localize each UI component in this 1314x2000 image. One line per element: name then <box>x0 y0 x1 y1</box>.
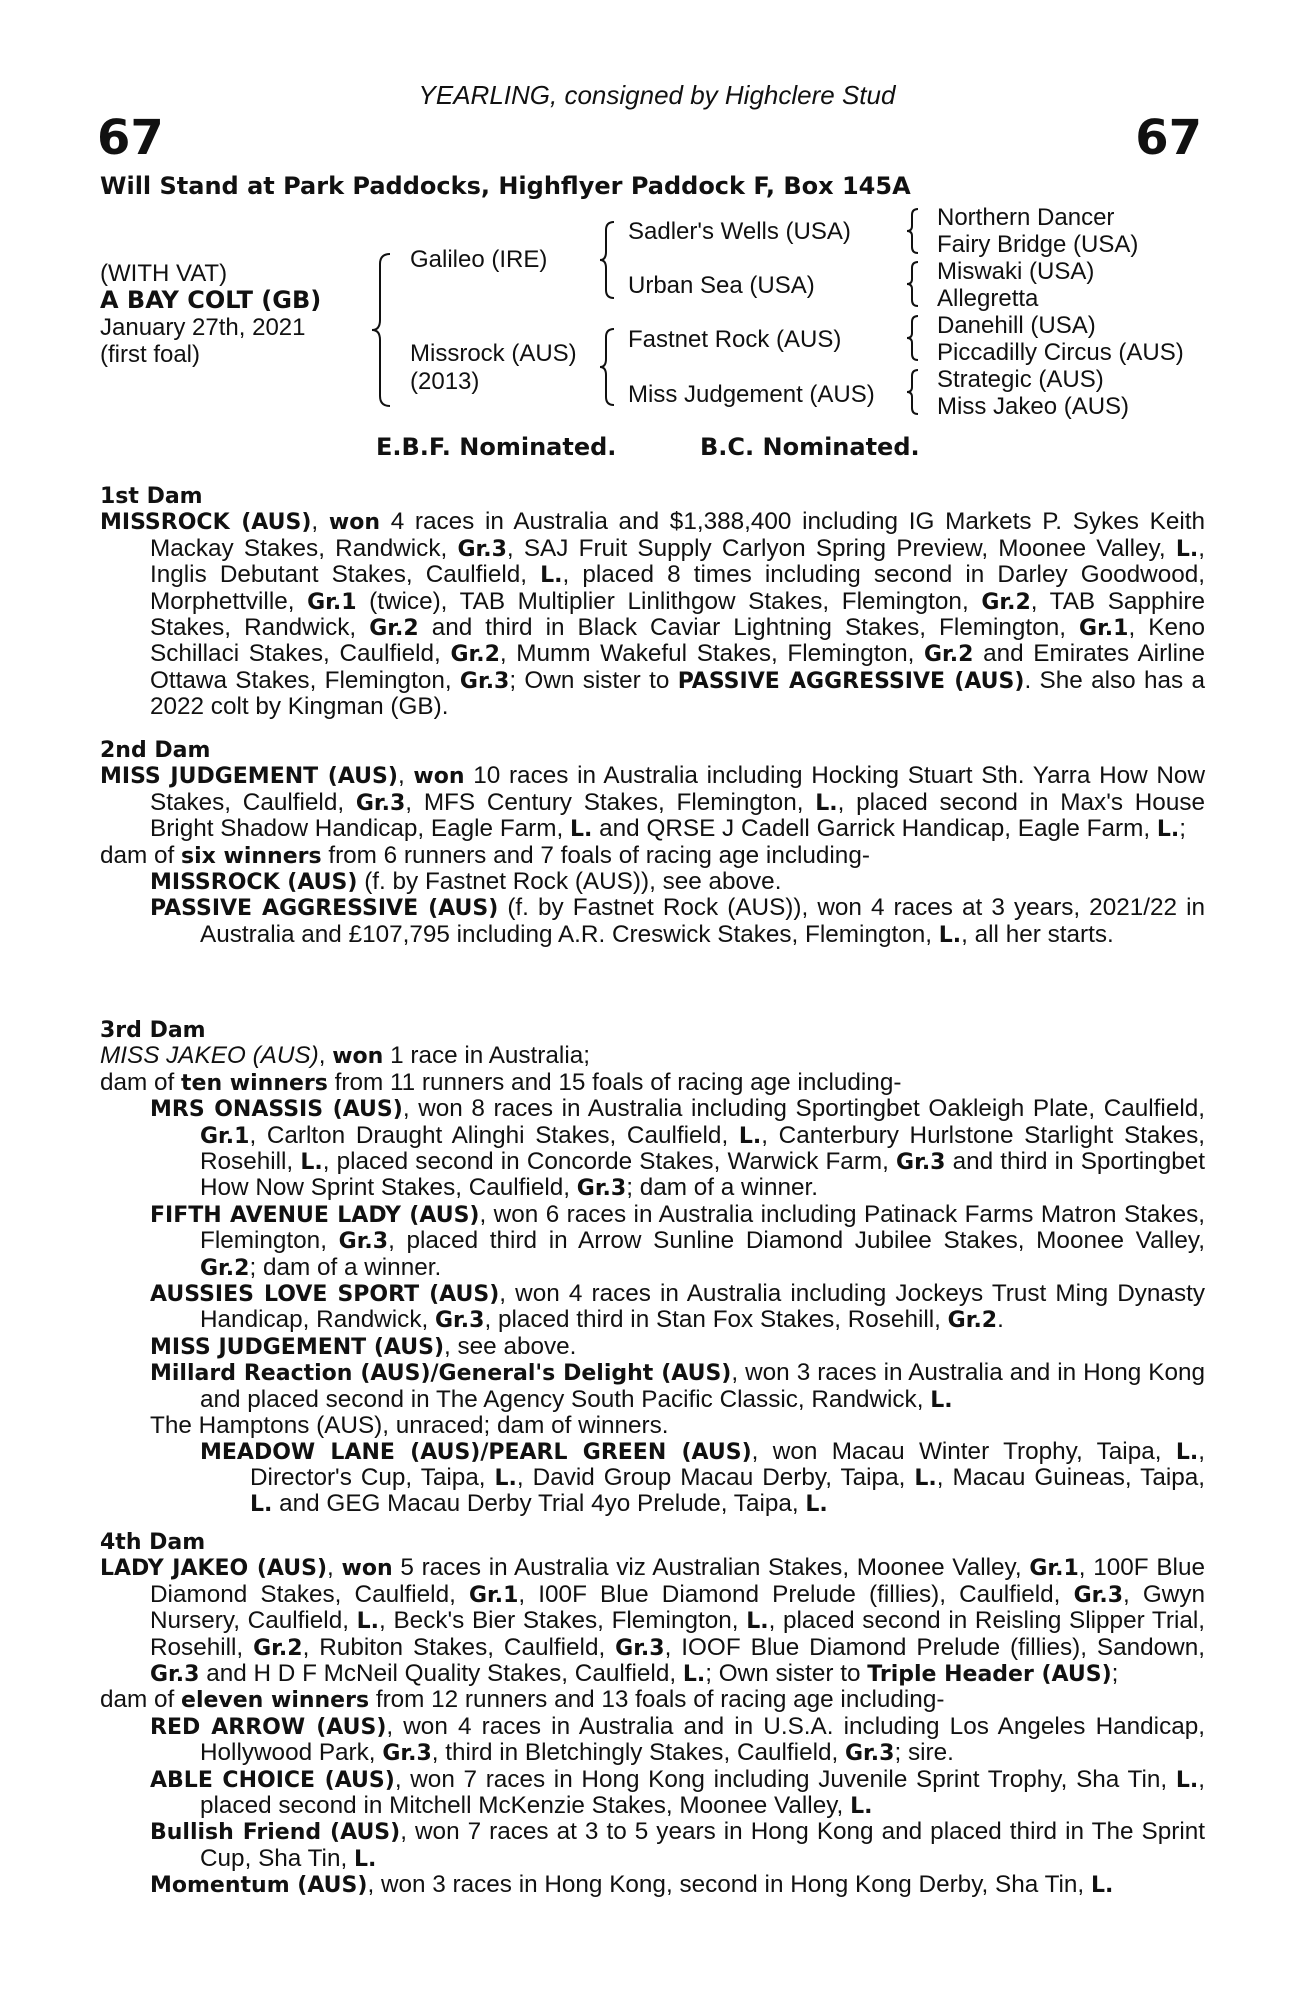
text: , placed second in Reisling Slipper Trial, Rosehill, <box>150 1607 1206 1661</box>
won-label: won <box>341 1556 393 1582</box>
grade: Gr.3 <box>576 1176 627 1202</box>
text: ; <box>1179 815 1187 843</box>
listed: L. <box>850 1794 873 1820</box>
listed: L. <box>682 1662 706 1688</box>
brace-main <box>370 250 394 410</box>
text: , Mumm Wakeful Stakes, Flemington, <box>499 640 924 668</box>
brace-dd <box>905 367 921 417</box>
progeny-entry <box>100 869 1205 895</box>
dam: Missrock (AUS) <box>410 340 577 367</box>
grade: Gr.2 <box>981 589 1031 615</box>
ds-dam: Piccadilly Circus (AUS) <box>937 339 1184 366</box>
winners-count: eleven winners <box>181 1688 370 1714</box>
grade: Gr.1 <box>200 1123 250 1149</box>
text: and third in Black Caviar Lightning Stakes, Flemington, <box>418 614 1080 642</box>
grade: Gr.2 <box>947 1308 998 1334</box>
progeny-name: ABLE CHOICE (AUS) <box>150 1767 395 1793</box>
ss-sire: Northern Dancer <box>937 204 1115 231</box>
sister-name: Triple Header (AUS) <box>867 1662 1112 1688</box>
text: , placed second in Mitchell McKenzie Stakes, Moonee Valley, <box>200 1765 1206 1820</box>
text: , Rubiton Stakes, Caulfield, <box>302 1633 616 1661</box>
listed: L. <box>805 1492 828 1518</box>
dam-sire: Fastnet Rock (AUS) <box>628 326 842 353</box>
listed: L. <box>494 1465 517 1491</box>
text: , Macau Guineas, Taipa, <box>936 1463 1206 1491</box>
grade: Gr.3 <box>435 1308 485 1334</box>
progeny-entry <box>100 1281 1205 1334</box>
progeny-entry <box>100 895 1205 948</box>
sd-dam: Allegretta <box>937 285 1039 312</box>
sire: Galileo (IRE) <box>410 246 548 273</box>
progeny-name: Bullish Friend (AUS) <box>150 1820 401 1846</box>
grade: Gr.3 <box>896 1150 946 1176</box>
listed: L. <box>300 1150 323 1176</box>
text: (twice), TAB Multiplier Linlithgow Stakes, Flemington, <box>356 587 982 615</box>
progeny-entry <box>100 1360 1205 1413</box>
text: ; Own sister to <box>705 1660 868 1688</box>
fourth-dam-paragraph: LADY JAKEO (AUS), won 5 races in Australia viz Australian Stakes, Moonee Valley, Gr.1, 100F Blue Diamond Stakes, Caulfield, Gr.1, I00F Blue Diamond Prelude (fillies), Caulfield, Gr.3, Gwyn Nursery, Caulfield, L., Beck's Bier Stakes, Flemington, L., placed second in Reisling Slipper Trial, Rosehill, Gr.2, Rubiton Stakes, Caulfield, Gr.3, IOOF Blue Diamond Prelude (fillies), Sandown, Gr.3 and H D F McNeil Quality Stakes, Caulfield, L.; Own sister to Triple Header (AUS); <box>100 1554 1206 1688</box>
text: , won 7 races at 3 to 5 years in Hong Kong and placed third in The Sprint Cup, Sha Tin, <box>200 1818 1205 1872</box>
text: , TAB Sapphire Stakes, Randwick, <box>150 587 1205 642</box>
grade: Gr.3 <box>355 790 406 816</box>
text: , placed second in Max's House Bright Shadow Handicap, Eagle Farm, <box>150 788 1205 843</box>
grade: Gr.1 <box>307 589 357 615</box>
text: from 12 runners and 13 foals of racing age including- <box>369 1686 945 1714</box>
listed: L. <box>914 1465 937 1491</box>
listed: L. <box>540 563 563 589</box>
first-dam-paragraph: MISSROCK (AUS), won 4 races in Australia and $1,388,400 including IG Markets P. Sykes Keith Mackay Stakes, Randwick, Gr.3, SAJ Fruit Supply Carlyon Spring Preview, Moonee Valley, L., Inglis Debutant Stakes, Caulfield, L., placed 8 times including second in Darley Goodwood, Morphettville, Gr.1 (twice), TAB Multiplier Linlithgow Stakes, Flemington, Gr.2, TAB Sapphire Stakes, Randwick, Gr.2 and third in Black Caviar Lightning Stakes, Flemington, Gr.1, Keno Schillaci Stakes, Caulfield, Gr.2, Mumm Wakeful Stakes, Flemington, Gr.2 and Emirates Airline Ottawa Stakes, Flemington, Gr.3; Own sister to PASSIVE AGGRESSIVE (AUS). She also has a 2022 colt by Kingman (GB). <box>100 508 1206 721</box>
text: 10 races in Australia including Hocking Stuart Sth. Yarra How Now Stakes, Caulfield, <box>150 762 1205 816</box>
ss-dam: Fairy Bridge (USA) <box>937 231 1139 258</box>
progeny-name: MRS ONASSIS (AUS) <box>150 1097 403 1123</box>
grade: Gr.2 <box>924 642 974 668</box>
progeny-name: MEADOW LANE (AUS)/PEARL GREEN (AUS) <box>200 1439 752 1465</box>
sire-sire: Sadler's Wells (USA) <box>628 218 851 245</box>
progeny-entry <box>100 1334 1205 1360</box>
third-dam-section <box>100 1018 1205 1518</box>
vat-note: (WITH VAT) <box>100 260 228 287</box>
listed: L. <box>1175 1439 1199 1465</box>
text: , third in Bletchingly Stakes, Caulfield, <box>431 1739 845 1767</box>
text: , David Group Macau Derby, Taipa, <box>516 1463 915 1491</box>
first-dam-section <box>100 484 1205 720</box>
listed: L. <box>1175 536 1199 562</box>
second-dam-section <box>100 738 1205 948</box>
grade: Gr.3 <box>382 1741 432 1767</box>
progeny-name: PASSIVE AGGRESSIVE (AUS) <box>150 896 499 922</box>
progeny-name: FIFTH AVENUE LADY (AUS) <box>150 1202 480 1228</box>
text: and Emirates Airline Ottawa Stakes, Flemington, <box>150 640 1205 694</box>
text: , won 3 races in Australia and in Hong Kong and placed second in The Agency South Pacific Classic, Randwick, <box>200 1359 1205 1413</box>
text: , placed 8 times including second in Darley Goodwood, Morphettville, <box>150 561 1206 615</box>
grade: Gr.2 <box>369 616 419 642</box>
won-label: won <box>328 510 380 536</box>
horse-name: A BAY COLT (GB) <box>100 286 322 314</box>
listed: L. <box>738 1123 762 1149</box>
progeny-entry <box>100 1096 1205 1202</box>
first-dam-heading: 1st Dam <box>100 484 203 509</box>
text: , see above. <box>444 1332 577 1360</box>
ebf-nomination: E.B.F. Nominated. <box>376 433 617 461</box>
dam-dam: Miss Judgement (AUS) <box>628 381 875 408</box>
progeny-name: AUSSIES LOVE SPORT (AUS) <box>150 1282 500 1308</box>
grade: Gr.3 <box>150 1662 200 1688</box>
listed: L. <box>356 1609 380 1635</box>
lot-number-right: 67 <box>1135 110 1202 166</box>
winners-count: six winners <box>181 843 322 869</box>
text: dam of <box>100 1068 182 1096</box>
text: , Director's Cup, Taipa, <box>250 1437 1205 1491</box>
text: , won 3 races in Hong Kong, second in Hong Kong Derby, Sha Tin, <box>367 1871 1091 1899</box>
won-label: won <box>332 1044 384 1070</box>
lot-number-left: 67 <box>97 110 164 166</box>
text: , won 6 races in Australia including Patinack Farms Matron Stakes, Flemington, <box>200 1200 1205 1255</box>
text: , won 7 races in Hong Kong including Juvenile Sprint Trophy, Sha Tin, <box>394 1765 1176 1793</box>
winners-count: ten winners <box>181 1070 328 1096</box>
text: , 100F Blue Diamond Stakes, Caulfield, <box>150 1554 1205 1608</box>
dd-sire: Strategic (AUS) <box>937 366 1104 393</box>
dam-of-line <box>100 843 1205 869</box>
text: . She also has a 2022 colt by Kingman (GB). <box>150 666 1205 721</box>
fourth-dam-heading: 4th Dam <box>100 1530 206 1555</box>
third-dam-heading: 3rd Dam <box>100 1018 206 1043</box>
sd-sire: Miswaki (USA) <box>937 258 1095 285</box>
listed: L. <box>353 1846 377 1872</box>
listed: L. <box>570 817 593 843</box>
progeny-entry <box>100 1872 1205 1898</box>
text: , IOOF Blue Diamond Prelude (fillies), Sandown, <box>664 1633 1205 1661</box>
bc-nomination: B.C. Nominated. <box>700 433 920 461</box>
text: , I00F Blue Diamond Prelude (fillies), Caulfield, <box>518 1580 1074 1608</box>
dam-name: MISSROCK (AUS) <box>100 510 312 536</box>
text: , Carlton Draught Alinghi Stakes, Caulfield, <box>249 1121 739 1149</box>
progeny-name: MISS JUDGEMENT (AUS) <box>150 1334 445 1360</box>
grade: Gr.3 <box>459 668 510 694</box>
stand-location: Will Stand at Park Paddocks, Highflyer Paddock F, Box 145A <box>100 172 911 200</box>
ds-sire: Danehill (USA) <box>937 312 1096 339</box>
third-dam-paragraph: MISS JAKEO (AUS), won 1 race in Australia; <box>100 1042 590 1070</box>
brace-sd <box>905 259 921 309</box>
text: (f. by Fastnet Rock (AUS)), see above. <box>357 868 782 896</box>
second-dam-paragraph: MISS JUDGEMENT (AUS), won 10 races in Australia including Hocking Stuart Sth. Yarra How Now Stakes, Caulfield, Gr.3, MFS Century Stakes, Flemington, L., placed second in Max's House Bright Shadow Handicap, Eagle Farm, L. and QRSE J Cadell Garrick Handicap, Eagle Farm, L.; <box>100 762 1205 843</box>
text: 1 race in Australia; <box>383 1042 590 1070</box>
progeny-entry <box>100 1202 1205 1281</box>
listed: L. <box>930 1387 953 1413</box>
text: , Canterbury Hurlstone Starlight Stakes, Rosehill, <box>200 1121 1205 1176</box>
grade: Gr.2 <box>200 1255 250 1281</box>
grade: Gr.1 <box>1079 616 1129 642</box>
progeny-name: MISSROCK (AUS) <box>150 870 358 896</box>
text: , won 8 races in Australia including Sportingbet Oakleigh Plate, Caulfield, <box>402 1095 1205 1123</box>
text: from 6 runners and 7 foals of racing age including- <box>321 841 870 869</box>
text: and H D F McNeil Quality Stakes, Caulfield, <box>199 1660 683 1688</box>
sire-dam: Urban Sea (USA) <box>628 272 815 299</box>
grade: Gr.3 <box>1073 1582 1123 1608</box>
text: , Beck's Bier Stakes, Flemington, <box>379 1607 747 1635</box>
dam-name: MISS JAKEO (AUS) <box>100 1042 319 1070</box>
text: and third in Sportingbet How Now Sprint Stakes, Caulfield, <box>200 1148 1205 1202</box>
brace-ds <box>905 313 921 363</box>
listed: L. <box>250 1492 273 1518</box>
listed: L. <box>746 1609 769 1635</box>
grade: Gr.1 <box>1029 1556 1079 1582</box>
text: , Keno Schillaci Stakes, Caulfield, <box>150 614 1205 668</box>
second-dam-heading: 2nd Dam <box>100 738 211 763</box>
text: , MFS Century Stakes, Flemington, <box>405 788 816 816</box>
consignor-line: YEARLING, consigned by Highclere Stud <box>418 80 896 110</box>
listed: L. <box>938 922 962 948</box>
listed: L. <box>815 790 838 816</box>
text: from 11 runners and 15 foals of racing age including- <box>327 1068 902 1096</box>
grade: Gr.3 <box>457 536 507 562</box>
brace-dam <box>598 325 618 409</box>
dam-of-line <box>100 1687 1205 1713</box>
text: and GEG Macau Derby Trial 4yo Prelude, Taipa, <box>272 1490 806 1518</box>
progeny-entry <box>100 1439 1205 1518</box>
listed: L. <box>1175 1767 1199 1793</box>
grade: Gr.3 <box>845 1741 895 1767</box>
progeny-entry <box>100 1714 1205 1767</box>
text: (f. by Fastnet Rock (AUS)), won 4 races at 3 years, 2021/22 in Australia and £107,795 including A.R. Creswick Stakes, Flemington, <box>200 894 1205 948</box>
text: ; dam of a winner. <box>626 1174 818 1202</box>
text: , all her starts. <box>961 920 1114 948</box>
brace-ss <box>905 206 921 256</box>
text: . <box>997 1306 1004 1334</box>
dam-year: (2013) <box>410 368 480 395</box>
progeny-name: Momentum (AUS) <box>150 1873 368 1899</box>
text: , placed third in Stan Fox Stakes, Rosehill, <box>484 1306 948 1334</box>
dam-name: LADY JAKEO (AUS) <box>100 1556 328 1582</box>
text: 5 races in Australia viz Australian Stakes, Moonee Valley, <box>392 1554 1030 1582</box>
progeny-name: Millard Reaction (AUS)/General's Delight (AUS) <box>150 1361 732 1387</box>
text: The Hamptons (AUS), unraced; dam of winners. <box>150 1412 669 1440</box>
foaling-date: January 27th, 2021 <box>100 314 306 341</box>
text: ; Own sister to <box>509 666 678 694</box>
dam-of-line <box>100 1070 1205 1096</box>
sister-name: PASSIVE AGGRESSIVE (AUS) <box>677 668 1025 694</box>
dd-dam: Miss Jakeo (AUS) <box>937 393 1130 420</box>
grade: Gr.2 <box>450 642 500 668</box>
won-label: won <box>413 764 465 790</box>
progeny-entry <box>100 1819 1205 1872</box>
text: , SAJ Fruit Supply Carlyon Spring Preview, Moonee Valley, <box>506 534 1176 562</box>
grade: Gr.2 <box>253 1635 303 1661</box>
listed: L. <box>1156 817 1180 843</box>
text: dam of <box>100 1686 182 1714</box>
grade: Gr.3 <box>338 1229 389 1255</box>
progeny-entry <box>100 1767 1205 1820</box>
text: , won Macau Winter Trophy, Taipa, <box>751 1437 1176 1465</box>
dam-name: MISS JUDGEMENT (AUS) <box>100 764 398 790</box>
fourth-dam-section <box>100 1530 1205 1899</box>
brace-sire <box>598 218 618 302</box>
text: , Inglis Debutant Stakes, Caulfield, <box>150 534 1205 589</box>
text: and QRSE J Cadell Garrick Handicap, Eagle Farm, <box>592 815 1157 843</box>
text: , placed third in Arrow Sunline Diamond Jubilee Stakes, Moonee Valley, <box>388 1227 1205 1255</box>
progeny-name: RED ARROW (AUS) <box>150 1714 387 1740</box>
progeny-entry <box>100 1413 1205 1438</box>
text: 4 races in Australia and $1,388,400 including IG Markets P. Sykes Keith Mackay Stakes, Randwick, <box>150 508 1205 562</box>
listed: L. <box>1090 1873 1114 1899</box>
foal-note: (first foal) <box>100 341 201 368</box>
grade: Gr.3 <box>615 1635 665 1661</box>
text: ; <box>1111 1660 1119 1688</box>
text: , placed second in Concorde Stakes, Warwick Farm, <box>322 1148 897 1176</box>
text: ; dam of a winner. <box>249 1253 442 1281</box>
text: , won 4 races in Australia and in U.S.A. including Los Angeles Handicap, Hollywood Park, <box>200 1712 1205 1767</box>
grade: Gr.1 <box>468 1582 519 1608</box>
text: ; sire. <box>894 1739 954 1767</box>
text: , Gwyn Nursery, Caulfield, <box>150 1580 1205 1635</box>
text: dam of <box>100 841 182 869</box>
text: , won 4 races in Australia including Jockeys Trust Ming Dynasty Handicap, Randwick, <box>200 1280 1205 1334</box>
